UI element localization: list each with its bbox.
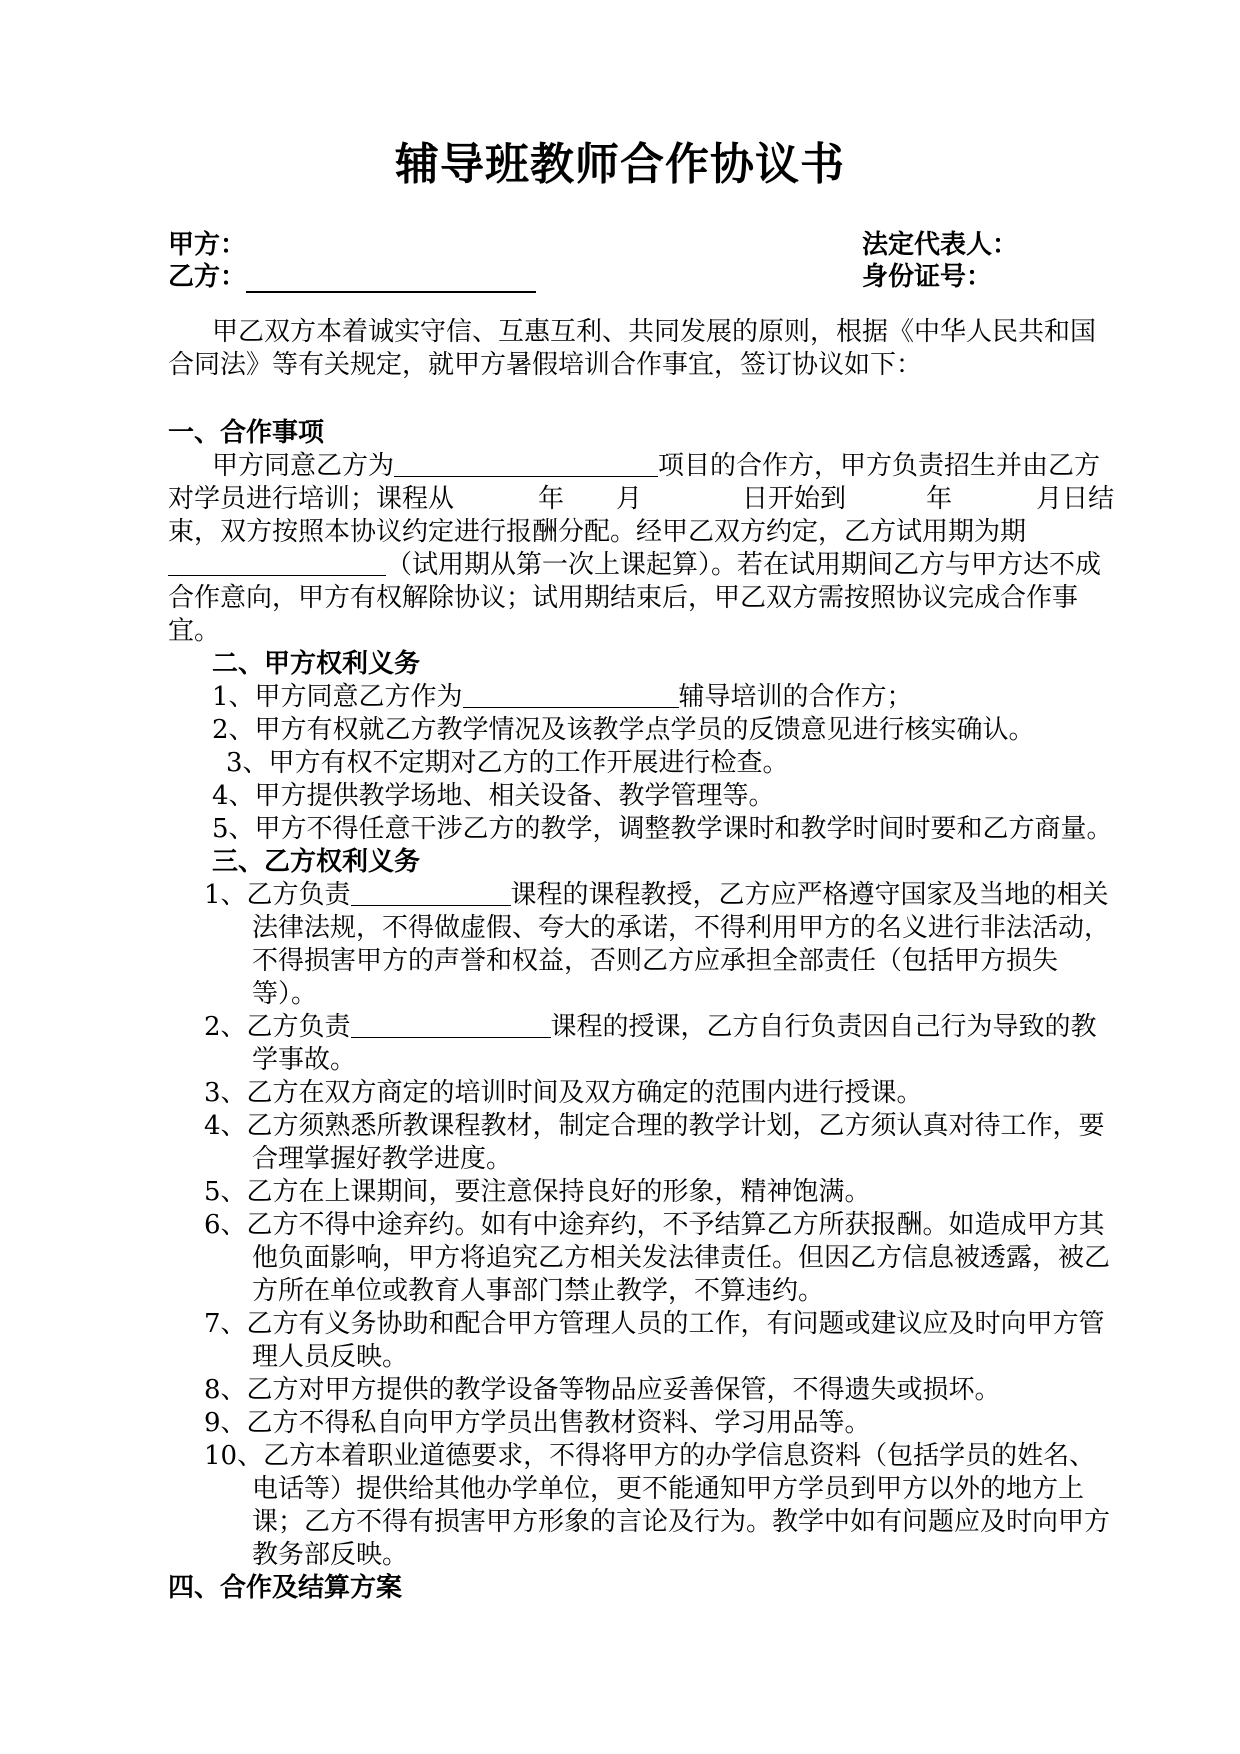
section3-item3: 3、乙方在双方商定的培训时间及双方确定的范围内进行授课。 bbox=[204, 1078, 923, 1108]
section2-heading: 二、甲方权利义务 bbox=[212, 649, 421, 679]
section3-item1: 1、乙方负责 课程的课程教授，乙方应严格遵守国家及当地的相关法律法规，不得做虚假、夸大的承诺，不得利用甲方的名义进行非法活动，不得损害甲方的声誉和权益，否则乙方应承担全部责任（包括甲方损失等）。 bbox=[204, 880, 1111, 1009]
course-blank-2 bbox=[351, 1012, 551, 1038]
subject-blank bbox=[463, 682, 679, 708]
section3-item10: 10、乙方本着职业道德要求，不得将甲方的办学信息资料（包括学员的姓名、电话等）提供给其他办学单位，更不能通知甲方学员到甲方以外的地方上课；乙方不得有损害甲方形象的言论及行为。教学中如有问题应及时向甲方教务部反映。 bbox=[204, 1441, 1111, 1570]
party-b-row bbox=[168, 256, 536, 293]
party-b-label: 乙方： bbox=[168, 262, 247, 292]
section3-item5: 5、乙方在上课期间，要注意保持良好的形象，精神饱满。 bbox=[204, 1177, 871, 1207]
section2-item1: 1、甲方同意乙方作为 辅导培训的合作方； bbox=[212, 682, 913, 712]
party-b-blank bbox=[246, 265, 536, 293]
section1-paragraph: 甲方同意乙方为 项目的合作方，甲方负责招生并由乙方对学员进行培训；课程从 年 月 日开始到 年 月日结束，双方按照本协议约定进行报酬分配。经甲乙双方约定，乙方试用期为期（试用期从第一次上课起算）。若在试用期间乙方与甲方达不成合作意向，甲方有权解除协议；试用期结束后，甲乙双方需按照协议完成合作事宜。 bbox=[168, 451, 1115, 646]
section2-item5: 5、甲方不得任意干涉乙方的教学，调整教学课时和教学时间时要和乙方商量。 bbox=[212, 814, 1113, 844]
section3-item6: 6、乙方不得中途弃约。如有中途弃约，不予结算乙方所获报酬。如造成甲方其他负面影响，甲方将追究乙方相关发法律责任。但因乙方信息被透露，被乙方所在单位或教育人事部门禁止教学，不算违约。 bbox=[204, 1210, 1111, 1306]
section4-heading: 四、合作及结算方案 bbox=[168, 1573, 403, 1603]
section3-item2: 2、乙方负责 课程的授课，乙方自行负责因自己行为导致的教学事故。 bbox=[204, 1012, 1097, 1075]
party-a-label: 甲方： bbox=[168, 230, 247, 260]
agreement-body bbox=[168, 316, 1120, 1605]
trial-period-blank bbox=[168, 550, 386, 576]
section2-item3: 3、甲方有权不定期对乙方的工作开展进行检查。 bbox=[226, 748, 789, 778]
section2-item2: 2、甲方有权就乙方教学情况及该教学点学员的反馈意见进行核实确认。 bbox=[212, 715, 1035, 745]
course-blank-1 bbox=[351, 880, 511, 906]
section3-item8: 8、乙方对甲方提供的教学设备等物品应妥善保管，不得遗失或损坏。 bbox=[204, 1375, 1001, 1405]
page-title: 辅导班教师合作协议书 bbox=[395, 139, 845, 190]
section2-item4: 4、甲方提供教学场地、相关设备、教学管理等。 bbox=[212, 781, 775, 811]
section3-heading: 三、乙方权利义务 bbox=[212, 847, 421, 877]
legal-representative-label: 法定代表人： bbox=[862, 230, 1019, 260]
preamble: 甲乙双方本着诚实守信、互惠互利、共同发展的原则，根据《中华人民共和国合同法》等有关规定，就甲方暑假培训合作事宜，签订协议如下： bbox=[168, 317, 1097, 380]
project-blank bbox=[394, 451, 658, 477]
section1-heading: 一、合作事项 bbox=[168, 418, 325, 448]
id-number-label: 身份证号： bbox=[862, 262, 993, 292]
section3-item4: 4、乙方须熟悉所教课程教材，制定合理的教学计划，乙方须认真对待工作，要合理掌握好教学进度。 bbox=[204, 1111, 1105, 1174]
section3-item9: 9、乙方不得私自向甲方学员出售教材资料、学习用品等。 bbox=[204, 1408, 871, 1438]
section3-item7: 7、乙方有义务协助和配合甲方管理人员的工作，有问题或建议应及时向甲方管理人员反映。 bbox=[204, 1309, 1105, 1372]
